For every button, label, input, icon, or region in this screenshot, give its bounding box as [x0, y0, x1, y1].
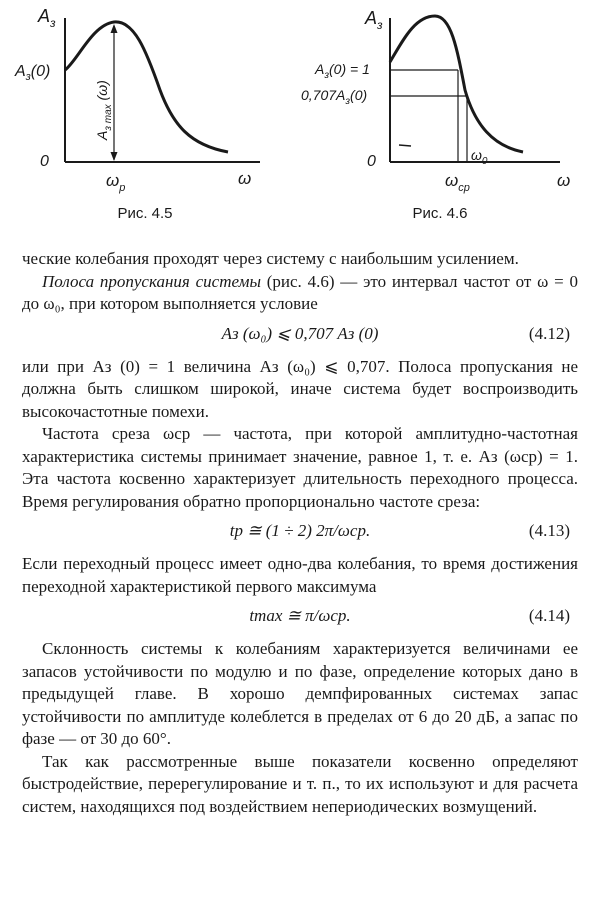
amplitude-curve	[65, 22, 228, 152]
term-bandwidth: Полоса пропускания системы	[42, 271, 261, 291]
a0-label: $A_з(0)$	[15, 63, 51, 83]
level-0707-label: $0,707A_з(0)$	[301, 87, 368, 107]
origin-label: 0	[367, 153, 376, 170]
figure-caption: Рис. 4.6	[412, 205, 468, 222]
amax-label: $A_{з max}$ (ω)	[94, 80, 114, 140]
figure-4-6	[295, 0, 585, 232]
paragraph-7: Так как рассмотренные выше показатели косвенно определяют быстродействие, перерегулирование и т. п., то их используют и для расчета систем, находящихся под воздействием непериодических возмущений.	[22, 751, 578, 816]
paragraph-4: Частота среза ωср — частота, при которой амплитудно-частотная характеристика системы принимает значение, равное 1, т. е. Aз (ωср) = 1. Эта частота косвенно характеризует длительность переходного процесса. Время регулирования обратно пропорционально частоте среза:	[22, 424, 578, 511]
omega-cp-label: $\omega_{ср}$	[445, 171, 470, 194]
scan-mark	[399, 145, 411, 146]
formula-number: (4.12)	[528, 323, 570, 343]
figure-4-5	[10, 0, 280, 232]
formula-expression: tр ≅ (1 ÷ 2) 2π/ωср.	[229, 521, 371, 540]
formula-4-13	[22, 520, 578, 548]
omega-axis-label: ω	[238, 169, 252, 188]
formula-4-14	[22, 605, 578, 633]
body-text	[22, 248, 578, 818]
omega-0-label: $\omega_0$	[471, 147, 488, 167]
formula-number: (4.14)	[528, 606, 570, 625]
origin-label: 0	[40, 153, 49, 170]
paragraph-6: Склонность системы к колебаниям характеризуется величинами ее запасов устойчивости по модулю и по фазе, определение которых дано в предыдущей главе. В хорошо демпфированных системах запас устойчивости по амплитуде колеблется в пределах от 6 до 20 дБ, а запас по фазе — от 30 до 60°.	[22, 639, 578, 748]
paragraph-2	[22, 271, 578, 316]
amplitude-curve	[390, 16, 523, 152]
figure-4-5-plot	[10, 0, 280, 200]
peak-arrow-down	[111, 152, 118, 161]
y-axis-label: $A_з$	[38, 6, 56, 30]
omega-p-label: $\omega_p$	[106, 171, 126, 194]
peak-arrow-up	[111, 24, 118, 33]
paragraph-5: Если переходный процесс имеет одно-два колебания, то время достижения переходной характеристикой первого максимума	[22, 554, 578, 596]
paragraph-3: или при Aз (0) = 1 величина Aз (ω₀) ⩽ 0,707. Полоса пропускания не должна быть слишком широкой, иначе система будет воспроизводить высокочастотные помехи.	[22, 356, 578, 421]
figure-caption: Рис. 4.5	[117, 205, 173, 222]
formula-expression: tmax ≅ π/ωср.	[249, 606, 351, 625]
omega-axis-label: ω	[557, 171, 571, 190]
paragraph-1: ческие колебания проходят через систему с наибольшим усилением.	[22, 249, 519, 268]
figure-4-6-plot	[295, 0, 585, 200]
paragraph-2-rest: (рис. 4.6) — это интервал частот от ω = 0 до ω₀, при котором выполняется условие	[22, 271, 578, 313]
formula-number: (4.13)	[528, 521, 570, 540]
unity-label: $A_з(0) = 1$	[315, 61, 370, 81]
formula-4-12	[22, 323, 578, 351]
formula-expression: Aз (ω₀) ⩽ 0,707 Aз (0)	[221, 323, 379, 343]
y-axis-label: $A_з$	[365, 8, 383, 32]
